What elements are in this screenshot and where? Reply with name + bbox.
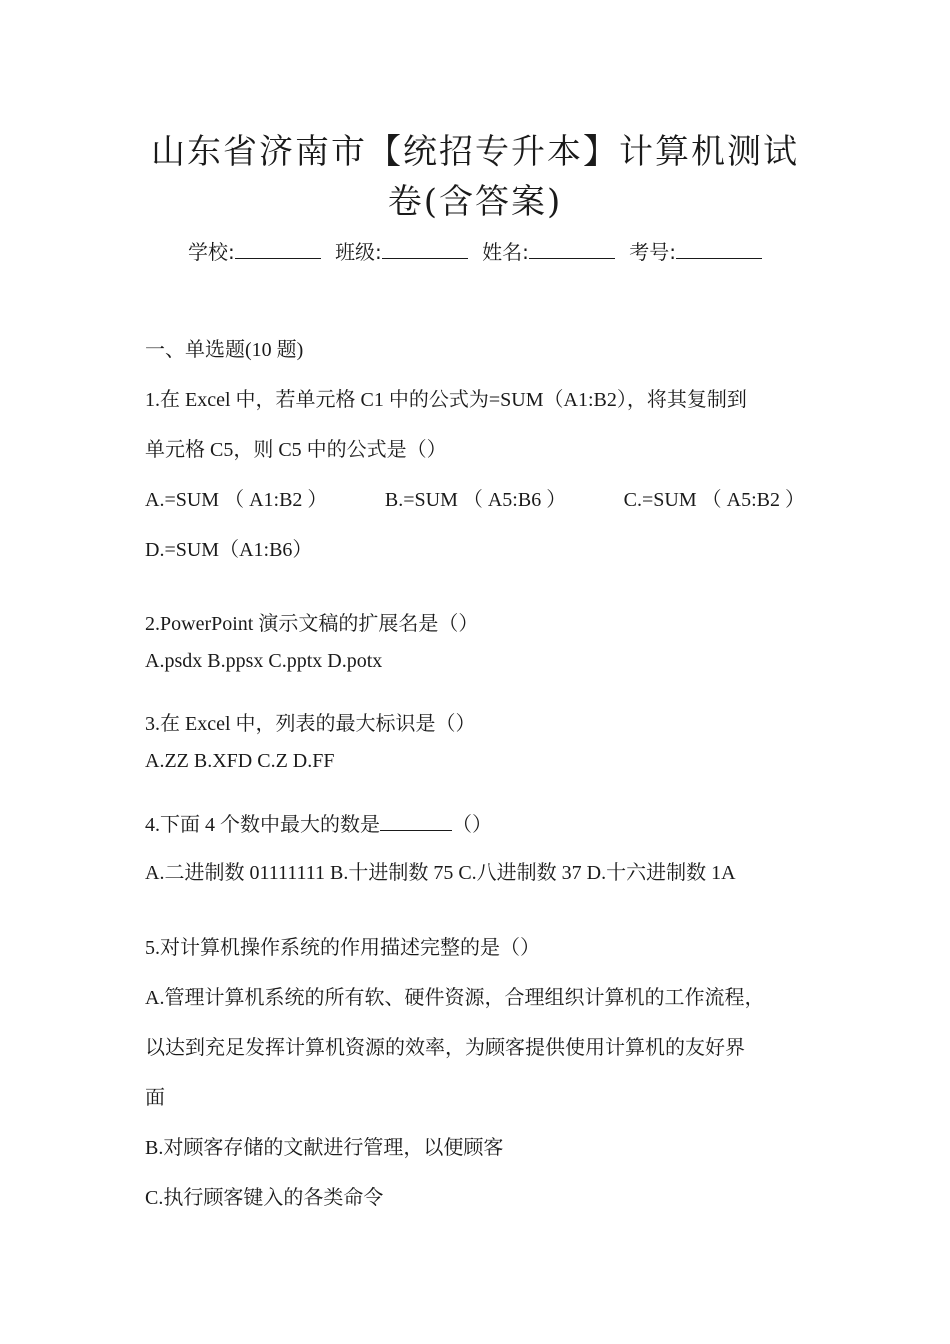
question-3-options: A.ZZ B.XFD C.Z D.FF [145, 750, 335, 772]
question-4-stem-paren: （） [452, 814, 492, 836]
question-1-stem-line-1: 1.在 Excel 中，若单元格 C1 中的公式为=SUM（A1:B2），将其复制到 [145, 389, 747, 411]
document-title-line-2: 卷(含答案) [387, 182, 563, 222]
school-label: 学校: [187, 240, 235, 264]
question-5-option-b: B.对顾客存储的文献进行管理，以便顾客 [145, 1137, 504, 1159]
question-5-option-a-line-2: 以达到充足发挥计算机资源的效率，为顾客提供使用计算机的友好界 [145, 1037, 745, 1059]
question-5-option-a-line-1: A.管理计算机系统的所有软、硬件资源，合理组织计算机的工作流程， [145, 987, 765, 1009]
question-4-answer-blank[interactable] [380, 810, 452, 831]
class-label: 班级: [335, 240, 382, 264]
question-5-stem: 5.对计算机操作系统的作用描述完整的是（） [145, 937, 540, 959]
name-label: 姓名: [482, 240, 529, 264]
question-1-option-b: B.=SUM （ A5:B6 ） [384, 489, 567, 511]
header-fields [0, 236, 950, 267]
question-1-option-d: D.=SUM（A1:B6） [145, 539, 313, 561]
question-5-option-c: C.执行顾客键入的各类命令 [145, 1187, 384, 1209]
name-blank[interactable] [529, 236, 615, 259]
question-1-stem-line-2: 单元格 C5，则 C5 中的公式是（） [145, 439, 447, 461]
document-title-line-1: 山东省济南市【统招专升本】计算机测试 [151, 132, 799, 172]
class-blank[interactable] [382, 236, 468, 259]
question-1-options [145, 486, 805, 514]
question-1-option-a: A.=SUM （ A1:B2 ） [145, 489, 328, 511]
question-1-option-c: C.=SUM （ A5:B2 ） [623, 489, 805, 511]
question-3-stem: 3.在 Excel 中，列表的最大标识是（） [145, 713, 476, 735]
question-2-options: A.psdx B.ppsx C.pptx D.potx [145, 650, 383, 672]
school-blank[interactable] [235, 236, 321, 259]
exam-no-blank[interactable] [676, 236, 762, 259]
question-4-stem [145, 810, 492, 839]
section-heading: 一、单选题(10 题) [145, 339, 304, 361]
exam-no-label: 考号: [629, 240, 677, 264]
question-5-option-a-line-3: 面 [145, 1087, 165, 1109]
question-2-stem: 2.PowerPoint 演示文稿的扩展名是（） [145, 613, 479, 635]
question-4-stem-text: 4.下面 4 个数中最大的数是 [145, 814, 380, 836]
question-4-options: A.二进制数 01111111 B.十进制数 75 C.八进制数 37 D.十六进制数 1A [145, 862, 736, 884]
